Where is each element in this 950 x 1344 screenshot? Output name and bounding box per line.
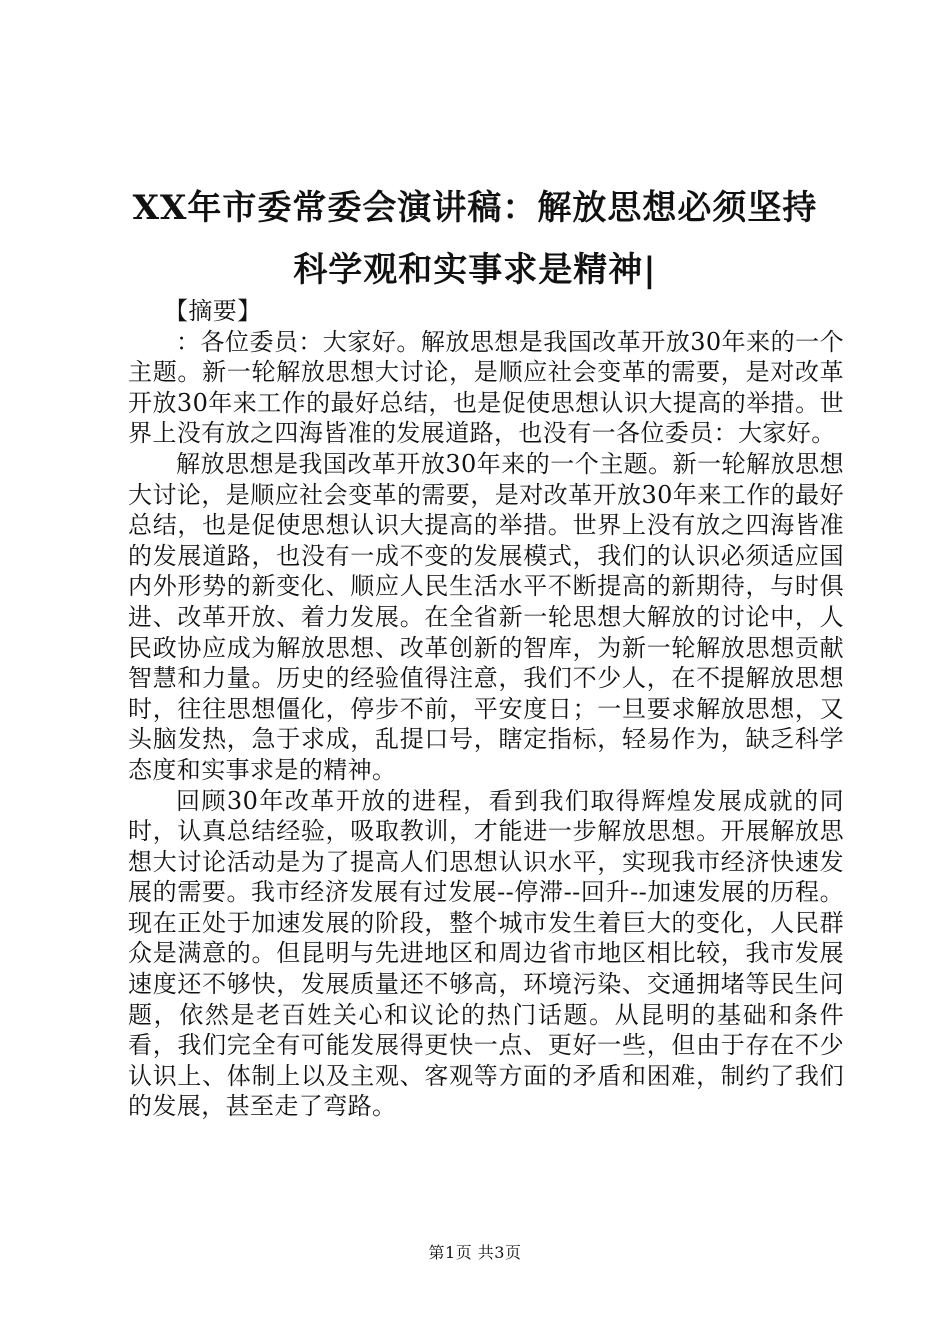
abstract-text: ：各位委员：大家好。解放思想是我国改革开放30年来的一个主题。新一轮解放思想大讨论，是顺应社会变革的需要，是对改革开放30年来工作的最好总结，也是促使思想认识大提高的举措。世界上没有放之四海皆准的发展道路，也没有一各位委员：大家好。 bbox=[128, 327, 844, 448]
body-paragraph: 回顾30年改革开放的进程，看到我们取得辉煌发展成就的同时，认真总结经验，吸取教训，才能进一步解放思想。开展解放思想大讨论活动是为了提高人们思想认识水平，实现我市经济快速发展的需要。我市经济发展有过发展--停滞--回升--加速发展的历程。现在正处于加速发展的阶段，整个城市发生着巨大的变化，人民群众是满意的。但昆明与先进地区和周边省市地区相比较，我市发展速度还不够快，发展质量还不够高，环境污染、交通拥堵等民生问题，依然是老百姓关心和议论的热门话题。从昆明的基础和条件看，我们完全有可能发展得更快一点、更好一些，但由于存在不少认识上、体制上以及主观、客观等方面的矛盾和困难，制约了我们的发展，甚至走了弯路。 bbox=[128, 786, 844, 1121]
abstract-label: 【摘要】 bbox=[164, 297, 262, 325]
document-body bbox=[128, 296, 844, 1122]
document-title-line2: 科学观和实事求是精神| bbox=[293, 250, 657, 290]
document-title-line1: XX年市委常委会演讲稿：解放思想必须坚持 bbox=[132, 188, 818, 228]
page-footer: 第1页 共3页 bbox=[428, 1243, 522, 1262]
body-paragraph: 解放思想是我国改革开放30年来的一个主题。新一轮解放思想大讨论，是顺应社会变革的需要，是对改革开放30年来工作的最好总结，也是促使思想认识大提高的举措。世界上没有放之四海皆准的发展道路，也没有一成不变的发展模式，我们的认识必须适应国内外形势的新变化、顺应人民生活水平不断提高的新期待，与时俱进、改革开放、着力发展。在全省新一轮思想大解放的讨论中，人民政协应成为解放思想、改革创新的智库，为新一轮解放思想贡献智慧和力量。历史的经验值得注意，我们不少人，在不提解放思想时，往往思想僵化，停步不前，平安度日；一旦要求解放思想，又头脑发热，急于求成，乱提口号，瞎定指标，轻易作为，缺乏科学态度和实事求是的精神。 bbox=[128, 449, 844, 784]
